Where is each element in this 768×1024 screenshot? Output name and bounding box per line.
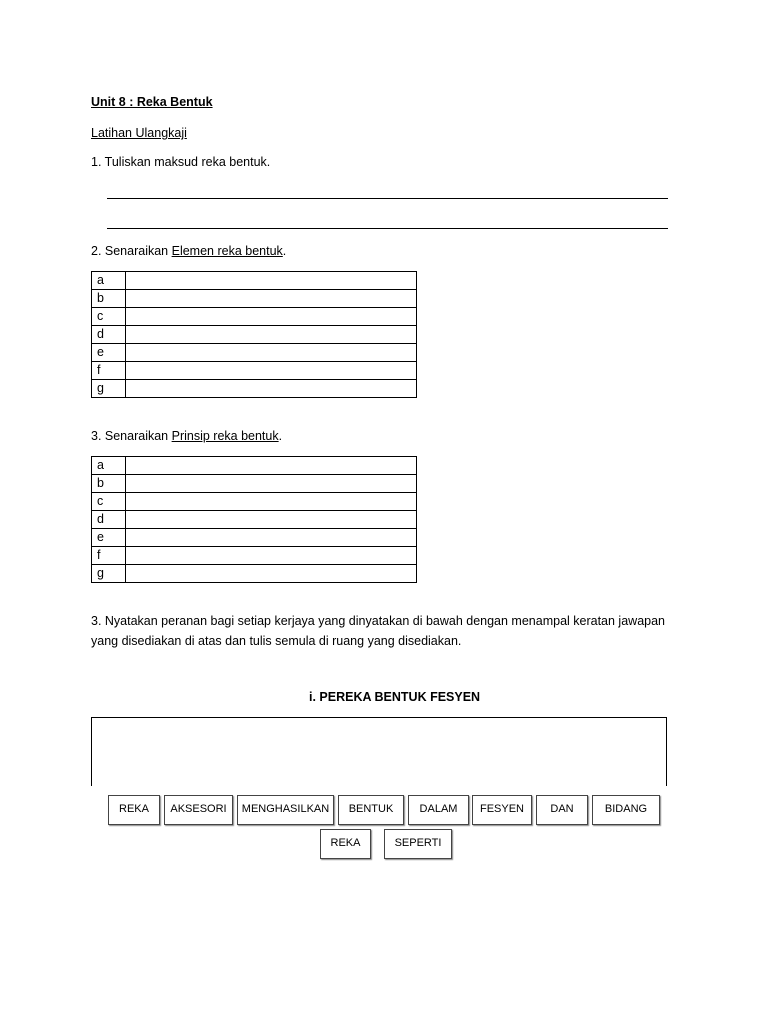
- row-letter: a: [92, 457, 126, 475]
- row-letter: e: [92, 344, 126, 362]
- row-letter: f: [92, 362, 126, 380]
- row-letter: c: [92, 308, 126, 326]
- word-chip-dan[interactable]: DAN: [536, 795, 588, 825]
- answer-cell[interactable]: [126, 493, 417, 511]
- answer-line-2[interactable]: [107, 228, 668, 229]
- answer-cell[interactable]: [126, 326, 417, 344]
- word-chip-fesyen[interactable]: FESYEN: [472, 795, 532, 825]
- table-row: [92, 493, 417, 511]
- table-row: [92, 511, 417, 529]
- table-row: [92, 290, 417, 308]
- prinsip-table: [91, 456, 417, 583]
- table-row: [92, 380, 417, 398]
- answer-cell[interactable]: [126, 362, 417, 380]
- table-row: [92, 529, 417, 547]
- row-letter: d: [92, 511, 126, 529]
- answer-cell[interactable]: [126, 475, 417, 493]
- word-chip-bidang[interactable]: BIDANG: [592, 795, 660, 825]
- question-3-emphasis: Prinsip reka bentuk: [171, 429, 279, 443]
- row-letter: b: [92, 290, 126, 308]
- word-chip-aksesori[interactable]: AKSESORI: [164, 795, 233, 825]
- row-letter: e: [92, 529, 126, 547]
- question-2-suffix: .: [282, 244, 287, 258]
- question-3-suffix: .: [278, 429, 283, 443]
- row-letter: d: [92, 326, 126, 344]
- row-letter: g: [92, 380, 126, 398]
- question-2-emphasis: Elemen reka bentuk: [171, 244, 283, 258]
- table-row: [92, 344, 417, 362]
- answer-box[interactable]: [91, 717, 667, 786]
- answer-cell[interactable]: [126, 380, 417, 398]
- word-chip-dalam[interactable]: DALAM: [408, 795, 469, 825]
- table-row: [92, 547, 417, 565]
- table-row: [92, 457, 417, 475]
- answer-cell[interactable]: [126, 272, 417, 290]
- table-row: [92, 272, 417, 290]
- question-4-line-2: yang disediakan di atas dan tulis semula di ruang yang disediakan.: [91, 634, 462, 648]
- question-3-prefix: 3. Senaraikan: [91, 429, 172, 443]
- answer-cell[interactable]: [126, 457, 417, 475]
- question-2-prefix: 2. Senaraikan: [91, 244, 172, 258]
- question-4-line-1: 3. Nyatakan peranan bagi setiap kerjaya yang dinyatakan di bawah dengan menampal keratan jawapan: [91, 614, 665, 628]
- table-row: [92, 308, 417, 326]
- row-letter: f: [92, 547, 126, 565]
- answer-cell[interactable]: [126, 547, 417, 565]
- word-chip-menghasilkan[interactable]: MENGHASILKAN: [237, 795, 334, 825]
- answer-line-1[interactable]: [107, 198, 668, 199]
- row-letter: a: [92, 272, 126, 290]
- question-1-text: 1. Tuliskan maksud reka bentuk.: [91, 155, 271, 169]
- word-chip-bentuk[interactable]: BENTUK: [338, 795, 404, 825]
- section-subtitle: Latihan Ulangkaji: [91, 126, 187, 140]
- row-letter: b: [92, 475, 126, 493]
- word-chip-reka-2[interactable]: REKA: [320, 829, 371, 859]
- answer-cell[interactable]: [126, 511, 417, 529]
- table-row: [92, 362, 417, 380]
- answer-cell[interactable]: [126, 344, 417, 362]
- row-letter: g: [92, 565, 126, 583]
- section-title-fashion-designer: i. PEREKA BENTUK FESYEN: [309, 690, 481, 704]
- answer-cell[interactable]: [126, 308, 417, 326]
- answer-cell[interactable]: [126, 529, 417, 547]
- unit-title: Unit 8 : Reka Bentuk: [91, 95, 213, 109]
- word-chip-reka[interactable]: REKA: [108, 795, 160, 825]
- question-3-text: [91, 429, 282, 443]
- table-row: [92, 326, 417, 344]
- table-row: [92, 565, 417, 583]
- table-row: [92, 475, 417, 493]
- question-2-text: [91, 244, 286, 258]
- row-letter: c: [92, 493, 126, 511]
- answer-cell[interactable]: [126, 290, 417, 308]
- answer-cell[interactable]: [126, 565, 417, 583]
- elemen-table: [91, 271, 417, 398]
- word-chip-seperti[interactable]: SEPERTI: [384, 829, 452, 859]
